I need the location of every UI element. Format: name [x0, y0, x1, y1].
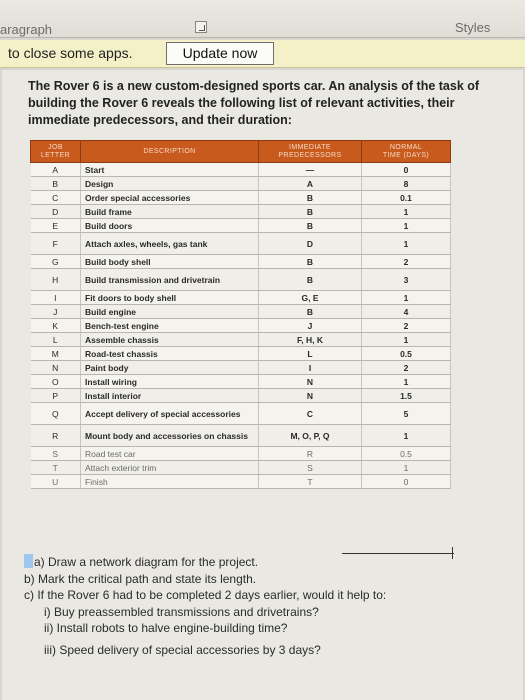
table-row — [31, 291, 451, 305]
question-c-ii: ii) Install robots to halve engine-building time? — [44, 621, 288, 635]
time-cell: 0 — [362, 475, 451, 489]
table-row — [31, 319, 451, 333]
styles-group-label: Styles — [455, 20, 491, 35]
time-cell: 1 — [362, 375, 451, 389]
job-letter-cell: E — [31, 219, 81, 233]
problem-intro: The Rover 6 is a new custom-designed sports car. An analysis of the task of building the Rover 6 reveals the following list of relevant activities, their immediate predecessors, and their duration: — [28, 79, 480, 127]
predecessors-cell: B — [259, 305, 362, 319]
time-cell: 1.5 — [362, 389, 451, 403]
table-row — [31, 177, 451, 191]
table-header-row — [31, 141, 451, 163]
table-row — [31, 269, 451, 291]
time-cell: 1 — [362, 461, 451, 475]
job-letter-cell: I — [31, 291, 81, 305]
predecessors-cell: N — [259, 389, 362, 403]
predecessors-cell: M, O, P, Q — [259, 425, 362, 447]
predecessors-cell: D — [259, 233, 362, 255]
description-cell: Attach axles, wheels, gas tank — [81, 233, 259, 255]
job-letter-cell: G — [31, 255, 81, 269]
table-row — [31, 191, 451, 205]
predecessors-cell: L — [259, 347, 362, 361]
job-letter-cell: Q — [31, 403, 81, 425]
time-cell: 1 — [362, 233, 451, 255]
time-cell: 1 — [362, 219, 451, 233]
job-letter-cell: F — [31, 233, 81, 255]
description-cell: Install interior — [81, 389, 259, 403]
questions-block — [24, 554, 504, 658]
predecessors-cell: B — [259, 255, 362, 269]
description-cell: Accept delivery of special accessories — [81, 403, 259, 425]
predecessors-cell: — — [259, 163, 362, 177]
table-row — [31, 461, 451, 475]
document-page[interactable] — [2, 70, 523, 700]
description-cell: Mount body and accessories on chassis — [81, 425, 259, 447]
update-now-button[interactable]: Update now — [166, 42, 274, 65]
description-cell: Assemble chassis — [81, 333, 259, 347]
time-cell: 1 — [362, 205, 451, 219]
table-row — [31, 347, 451, 361]
description-cell: Build frame — [81, 205, 259, 219]
predecessors-cell: N — [259, 375, 362, 389]
description-cell: Install wiring — [81, 375, 259, 389]
time-cell: 2 — [362, 361, 451, 375]
description-cell: Paint body — [81, 361, 259, 375]
description-cell: Build body shell — [81, 255, 259, 269]
question-c: c) If the Rover 6 had to be completed 2 days earlier, would it help to: — [24, 588, 387, 602]
header-predecessors: IMMEDIATE PREDECESSORS — [259, 141, 362, 163]
predecessors-cell: J — [259, 319, 362, 333]
table-row — [31, 163, 451, 177]
job-letter-cell: H — [31, 269, 81, 291]
job-letter-cell: B — [31, 177, 81, 191]
job-letter-cell: S — [31, 447, 81, 461]
time-cell: 0.1 — [362, 191, 451, 205]
time-cell: 3 — [362, 269, 451, 291]
message-bar — [0, 40, 525, 68]
predecessors-cell: T — [259, 475, 362, 489]
table-row — [31, 305, 451, 319]
description-cell: Design — [81, 177, 259, 191]
table-row — [31, 389, 451, 403]
job-letter-cell: O — [31, 375, 81, 389]
time-cell: 0.5 — [362, 347, 451, 361]
job-letter-cell: K — [31, 319, 81, 333]
table-row — [31, 255, 451, 269]
selection-highlight — [24, 554, 33, 568]
table-row — [31, 447, 451, 461]
job-letter-cell: P — [31, 389, 81, 403]
time-cell: 2 — [362, 255, 451, 269]
table-row — [31, 219, 451, 233]
job-letter-cell: M — [31, 347, 81, 361]
predecessors-cell: B — [259, 205, 362, 219]
description-cell: Attach exterior trim — [81, 461, 259, 475]
time-cell: 4 — [362, 305, 451, 319]
question-b: b) Mark the critical path and state its length. — [24, 571, 257, 586]
predecessors-cell: I — [259, 361, 362, 375]
predecessors-cell: F, H, K — [259, 333, 362, 347]
time-cell: 2 — [362, 319, 451, 333]
table-row — [31, 205, 451, 219]
time-cell: 0.5 — [362, 447, 451, 461]
table-row — [31, 425, 451, 447]
table-row — [31, 475, 451, 489]
predecessors-cell: S — [259, 461, 362, 475]
job-letter-cell: T — [31, 461, 81, 475]
description-cell: Order special accessories — [81, 191, 259, 205]
paragraph-dialog-launcher-icon[interactable] — [195, 21, 207, 33]
time-cell: 8 — [362, 177, 451, 191]
time-cell: 0 — [362, 163, 451, 177]
description-cell: Build doors — [81, 219, 259, 233]
table-row — [31, 361, 451, 375]
job-letter-cell: N — [31, 361, 81, 375]
job-letter-cell: R — [31, 425, 81, 447]
header-time: NORMAL TIME (DAYS) — [362, 141, 451, 163]
predecessors-cell: B — [259, 269, 362, 291]
job-letter-cell: U — [31, 475, 81, 489]
message-bar-text: to close some apps. — [8, 45, 133, 61]
job-letter-cell: C — [31, 191, 81, 205]
time-cell: 1 — [362, 291, 451, 305]
question-c-iii: iii) Speed delivery of special accessories by 3 days? — [44, 642, 321, 657]
job-letter-cell: A — [31, 163, 81, 177]
time-cell: 1 — [362, 333, 451, 347]
description-cell: Road test car — [81, 447, 259, 461]
description-cell: Start — [81, 163, 259, 177]
activity-table — [30, 140, 451, 489]
description-cell: Build engine — [81, 305, 259, 319]
description-cell: Fit doors to body shell — [81, 291, 259, 305]
table-row — [31, 403, 451, 425]
description-cell: Build transmission and drivetrain — [81, 269, 259, 291]
header-description: DESCRIPTION — [81, 141, 259, 163]
predecessors-cell: G, E — [259, 291, 362, 305]
predecessors-cell: B — [259, 191, 362, 205]
question-a: a) Draw a network diagram for the project. — [24, 554, 504, 571]
job-letter-cell: L — [31, 333, 81, 347]
description-cell: Bench-test engine — [81, 319, 259, 333]
job-letter-cell: J — [31, 305, 81, 319]
predecessors-cell: C — [259, 403, 362, 425]
time-cell: 5 — [362, 403, 451, 425]
paragraph-group-label: aragraph — [0, 22, 53, 37]
ribbon-bar — [0, 0, 525, 38]
predecessors-cell: R — [259, 447, 362, 461]
time-cell: 1 — [362, 425, 451, 447]
job-letter-cell: D — [31, 205, 81, 219]
predecessors-cell: B — [259, 219, 362, 233]
description-cell: Road-test chassis — [81, 347, 259, 361]
predecessors-cell: A — [259, 177, 362, 191]
description-cell: Finish — [81, 475, 259, 489]
header-job-letter: JOB LETTER — [31, 141, 81, 163]
question-c-i: i) Buy preassembled transmissions and drivetrains? — [44, 604, 319, 619]
table-row — [31, 375, 451, 389]
table-row — [31, 233, 451, 255]
table-row — [31, 333, 451, 347]
